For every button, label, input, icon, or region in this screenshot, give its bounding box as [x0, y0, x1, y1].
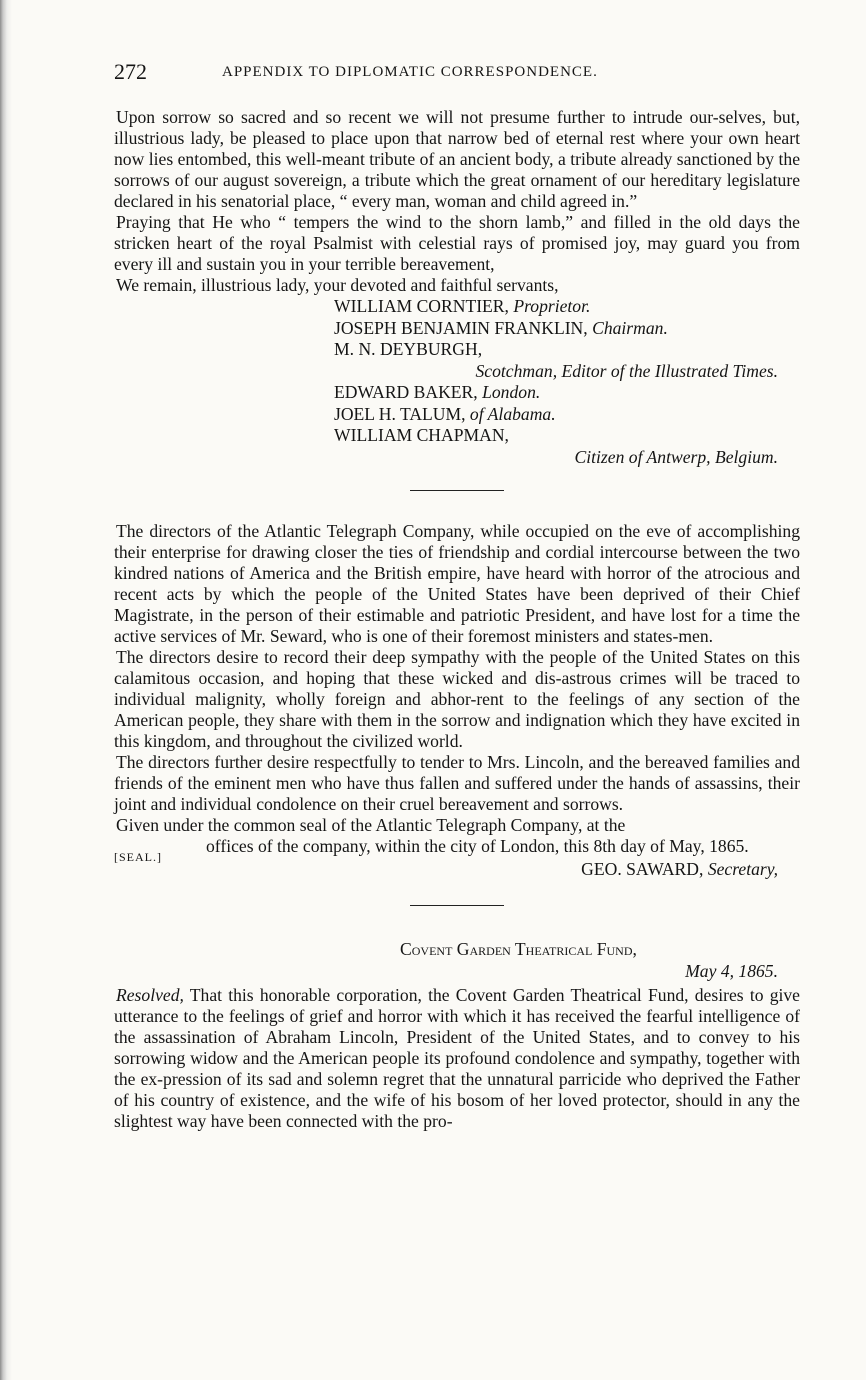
signatory: WILLIAM CHAPMAN, — [334, 425, 509, 445]
seal-mark: [SEAL.] — [114, 850, 162, 864]
scan-binding-edge — [0, 0, 12, 1380]
letter-covent-garden — [114, 938, 800, 1132]
running-title: APPENDIX TO DIPLOMATIC CORRESPONDENCE. — [222, 64, 598, 80]
letter-condolence-continued — [114, 107, 800, 468]
paragraph: Resolved, That this honorable corporation, the Covent Garden Theatrical Fund, desires to give utterance to the feelings of grief and horror with which it has received the fearful intelligence of the assassination of Abraham Lincoln, President of the United States, and to convey to his sorrowing widow and the American people its profound condolence and sympathy, together with the ex-pression of its sad and solemn regret that the unnatural parricide who deprived the Father of his country of existence, and the wife of his bosom of her loved protector, should in any the slightest way have been connected with the pro- — [114, 984, 800, 1131]
signatory: EDWARD BAKER, London. — [334, 382, 541, 402]
section-divider — [410, 905, 504, 906]
signatory-title: Scotchman, Editor of the Illustrated Times. — [475, 360, 778, 381]
resolved-word: Resolved, — [116, 984, 184, 1005]
paragraph: The directors further desire respectfully to tender to Mrs. Lincoln, and the bereaved families and friends of the eminent men who have thus fallen and suffered under the hands of assassins, their joint and individual condolence on their cruel bereavement and sorrows. — [114, 752, 800, 814]
letter-date: May 4, 1865. — [685, 960, 778, 981]
paragraph: The directors of the Atlantic Telegraph Company, while occupied on the eve of accomplishing their enterprise for drawing closer the ties of friendship and cordial intercourse between the two kindred nations of America and the British empire, have heard with horror of the atrocious and recent acts by which the people of the United States have been deprived of their Chief Magistrate, in the person of their estimable and patriotic President, and have lost for a time the active services of Mr. Seward, who is one of their foremost ministers and states-men. — [114, 521, 800, 646]
paragraph: Upon sorrow so sacred and so recent we will not presume further to intrude our-selves, but, illustrious lady, be pleased to place upon that narrow bed of eternal rest where your own heart now lies entombed, this well-meant tribute of an ancient body, a tribute already sanctioned by the sorrows of our august sovereign, a tribute which the great ornament of our hereditary legislature declared in his senatorial place, “ every man, woman and child agreed in.” — [114, 107, 800, 211]
signatory: JOEL H. TALUM, of Alabama. — [334, 403, 556, 424]
paragraph: Given under the common seal of the Atlantic Telegraph Company, at the — [116, 815, 626, 835]
organization-title: Covent Garden Theatrical Fund, — [400, 938, 637, 959]
signatory-title: Citizen of Antwerp, Belgium. — [574, 446, 778, 467]
seal-paragraph — [114, 836, 800, 864]
letter-atlantic-telegraph — [114, 521, 800, 881]
secretary-signature: GEO. SAWARD, Secretary, — [581, 859, 778, 879]
paragraph: The directors desire to record their deep sympathy with the people of the United States on this calamitous occasion, and hoping that these wicked and dis-astrous crimes will be traced to individual malignity, wholly foreign and abhor-rent to the feelings of any section of the American people, they share with them in the sorrow and indignation which they have excited in this kingdom, and throughout the civilized world. — [114, 647, 800, 751]
paragraph: offices of the company, within the city of London, this 8th day of May, 1865. — [206, 836, 749, 856]
document-page — [114, 56, 800, 1132]
signatory: M. N. DEYBURGH, — [334, 339, 483, 359]
signatory: JOSEPH BENJAMIN FRANKLIN, Chairman. — [334, 317, 668, 338]
page-number: 272 — [114, 59, 147, 84]
closing-line: We remain, illustrious lady, your devoted and faithful servants, — [116, 275, 559, 295]
paragraph: Praying that He who “ tempers the wind to the shorn lamb,” and filled in the old days the stricken heart of the royal Psalmist with celestial rays of promised joy, may guard you from every ill and sustain you in your terrible bereavement, — [114, 212, 800, 274]
section-divider — [410, 490, 504, 491]
signature-block — [114, 296, 800, 468]
page-header — [114, 56, 800, 96]
signatory: WILLIAM CORNTIER, Proprietor. — [334, 296, 591, 316]
